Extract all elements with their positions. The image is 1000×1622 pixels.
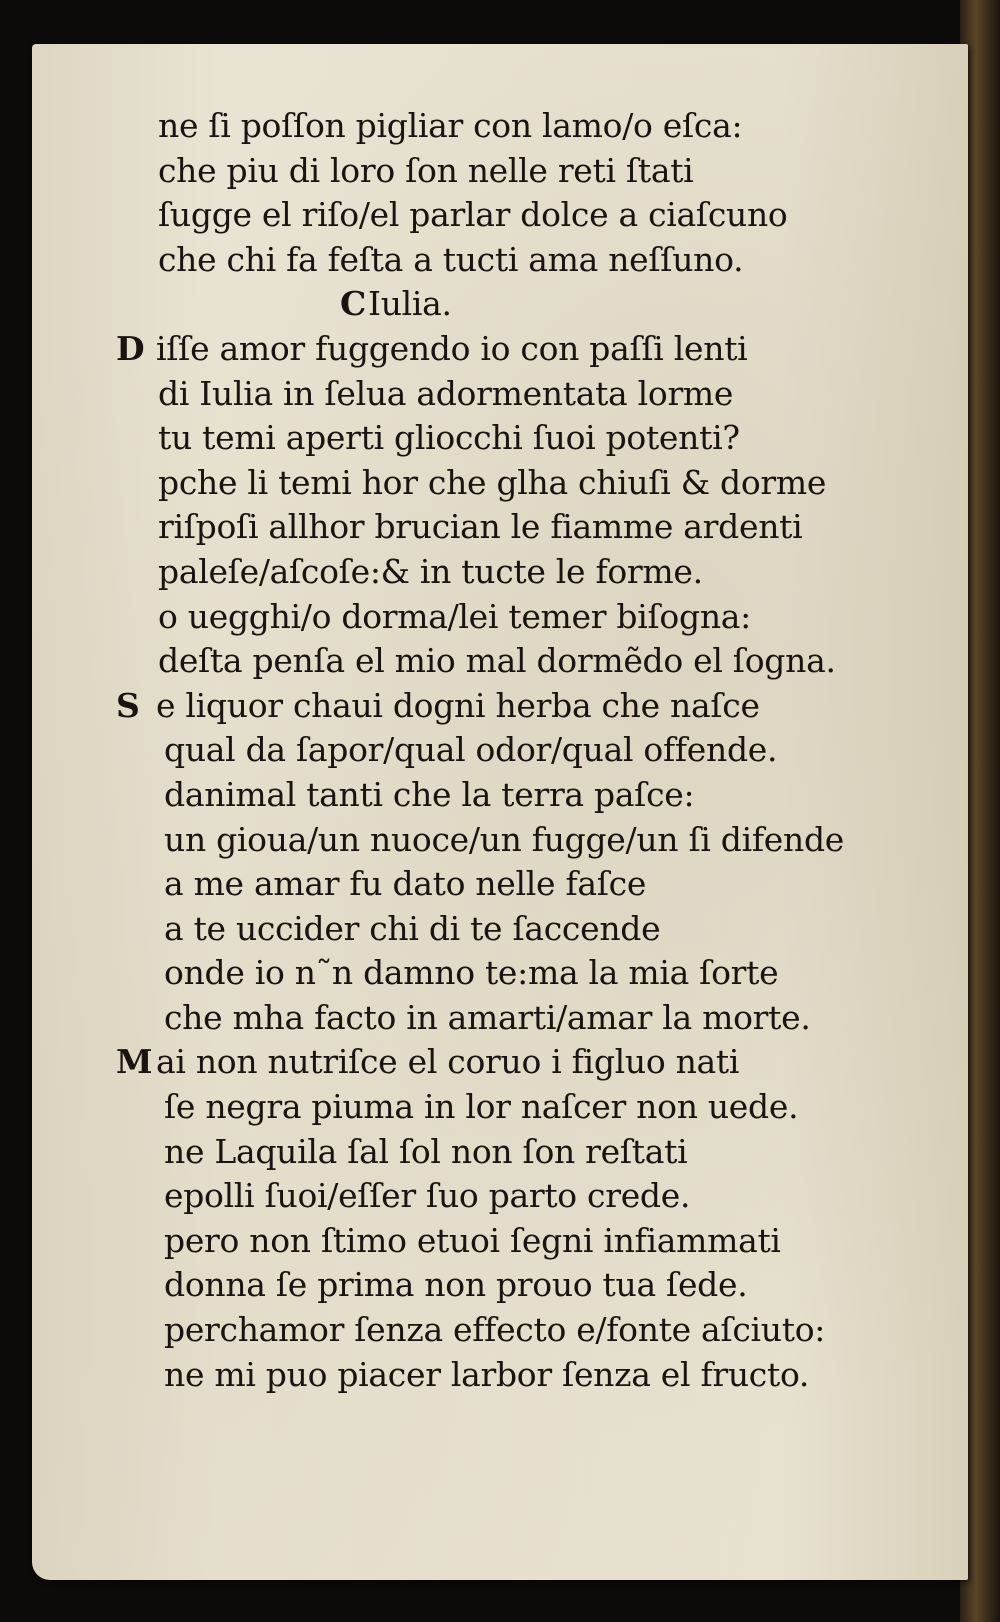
verse-line-first: ai non nutriſce el coruo i figluo nati <box>156 1042 740 1082</box>
paper-leaf <box>32 44 968 1580</box>
verse-line: che mha facto in amarti/amar la morte. <box>164 997 811 1037</box>
verse-line: donna ſe prima non prouo tua ſede. <box>164 1265 748 1305</box>
verse-line: deſta penſa el mio mal dormẽdo el ſogna. <box>158 641 836 681</box>
verse-line: pche li temi hor che glha chiuſi & dorme <box>158 462 827 502</box>
verse-line: che piu di loro ſon nelle reti ſtati <box>158 150 694 190</box>
paragraph-mark: C <box>340 284 366 324</box>
verse-line: a te uccider chi di te ſaccende <box>164 908 661 948</box>
verse-line-first: e liquor chaui dogni herba che naſce <box>156 685 760 725</box>
verse-line: paleſe/aſcoſe:& in tucte le forme. <box>158 551 703 591</box>
verse-line-initial <box>116 327 856 372</box>
verse-line: o uegghi/o dorma/lei temer biſogna: <box>158 596 751 636</box>
verse-line: a me amar fu dato nelle faſce <box>164 864 647 904</box>
verse-line: un gioua/un nuoce/un fugge/un ſi difende <box>164 819 845 859</box>
initial-letter: M <box>116 1042 153 1082</box>
heading-text: Iulia. <box>367 284 452 324</box>
verse-line: di Iulia in ſelua adormentata lorme <box>158 373 734 413</box>
verse-line: ſugge el riſo/el parlar dolce a ciaſcuno <box>158 195 788 235</box>
verse-line: perchamor ſenza effecto e/fonte aſciuto: <box>164 1310 826 1350</box>
verse-line: danimal tanti che la terra paſce: <box>164 774 695 814</box>
verse-line: che chi fa feſta a tucti ama neſſuno. <box>158 239 744 279</box>
section-heading <box>116 282 856 327</box>
verse-line-initial <box>116 1040 856 1085</box>
printed-text-block <box>116 104 856 1397</box>
verse-line: ſe negra piuma in lor naſcer non uede. <box>164 1087 799 1127</box>
verse-line: onde io n˜n damno te:ma la mia ſorte <box>164 953 779 993</box>
verse-line: tu temi aperti gliocchi ſuoi potenti? <box>158 418 740 458</box>
verse-line-first: iſſe amor fuggendo io con paſſi lenti <box>156 328 748 368</box>
verse-line: epolli ſuoi/eſſer ſuo parto crede. <box>164 1176 691 1216</box>
verse-line: qual da ſapor/qual odor/qual offende. <box>164 730 778 770</box>
verse-line: ne Laquila ſal ſol non ſon reſtati <box>164 1131 688 1171</box>
verse-line: ne ſi poſſon pigliar con lamo/o eſca: <box>158 106 743 145</box>
initial-letter: D <box>116 328 145 368</box>
verse-line: pero non ſtimo etuoi ſegni infiammati <box>164 1220 781 1260</box>
initial-letter: S <box>116 685 140 725</box>
verse-line: riſpoſi allhor brucian le fiamme ardenti <box>158 507 803 547</box>
verse-line-initial <box>116 684 856 729</box>
verse-line: ne mi puo piacer larbor ſenza el fructo. <box>164 1354 810 1394</box>
